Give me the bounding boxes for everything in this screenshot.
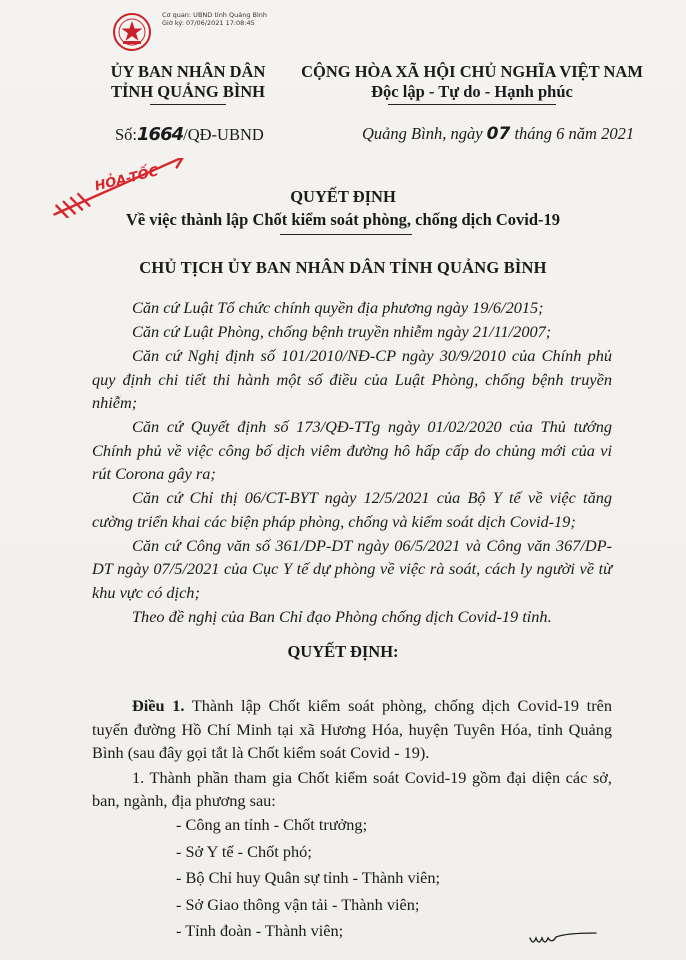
basis-item: Căn cứ Nghị định số 101/2010/NĐ-CP ngày 30/9/2010 của Chính phủ quy định chi tiết thi hành một số điều của Luật Phòng, chống bệnh truyền nhiễm; <box>92 346 612 412</box>
member-item: - Bộ Chỉ huy Quân sự tỉnh - Thành viên; <box>176 868 441 887</box>
basis-item: Căn cứ Chỉ thị 06/CT-BYT ngày 12/5/2021 của Bộ Y tế về việc tăng cường triển khai các biện pháp phòng, chống và kiểm soát dịch Covid-19; <box>92 488 612 531</box>
urgent-stamp-text: HỎA-TỐC <box>93 164 160 195</box>
handwritten-initial <box>528 930 598 950</box>
place-date <box>362 124 634 144</box>
signature-time: Giờ ký: 07/06/2021 17:08:45 <box>162 19 255 27</box>
place-date-prefix: Quảng Bình, ngày <box>362 124 487 143</box>
signature-agency: Cơ quan: UBND tỉnh Quảng Bình <box>162 11 268 19</box>
basis-item: Theo đề nghị của Ban Chỉ đạo Phòng chống dịch Covid-19 tỉnh. <box>132 606 552 626</box>
motto-underline <box>388 104 556 105</box>
doc-number-suffix: /QĐ-UBND <box>183 125 264 144</box>
authority-heading: CHỦ TỊCH ỦY BAN NHÂN DÂN TỈNH QUẢNG BÌNH <box>139 258 547 277</box>
legal-basis <box>92 296 612 629</box>
signature-meta <box>162 11 267 27</box>
basis-item: Căn cứ Quyết định số 173/QĐ-TTg ngày 01/02/2020 của Thủ tướng Chính phủ về việc công bố dịch viêm đường hô hấp cấp do chủng mới của vi rút Corona gây ra; <box>92 417 612 483</box>
decision-subtitle: Về việc thành lập Chốt kiểm soát phòng, chống dịch Covid-19 <box>125 210 561 229</box>
article-1-item-1: 1. Thành phần tham gia Chốt kiểm soát Covid-19 gồm đại diện các sở, ban, ngành, địa phương sau: <box>92 767 612 810</box>
member-list <box>176 812 596 945</box>
signature-seal-icon <box>112 12 152 52</box>
issuer-line-2: TỈNH QUẢNG BÌNH <box>110 82 266 101</box>
article-1-label: Điều 1. <box>132 696 185 715</box>
issuer-header <box>88 62 288 102</box>
national-title: CỘNG HÒA XÃ HỘI CHỦ NGHĨA VIỆT NAM <box>301 62 643 81</box>
document-number <box>115 124 264 145</box>
article-1-paragraph <box>92 694 612 765</box>
issuer-underline <box>150 104 226 105</box>
place-date-suffix: tháng 6 năm 2021 <box>510 124 635 143</box>
national-header <box>292 62 652 102</box>
article-1 <box>92 694 612 814</box>
basis-item: Căn cứ Luật Tổ chức chính quyền địa phương ngày 19/6/2015; <box>132 298 544 317</box>
doc-number-handwritten: 1664 <box>137 124 184 145</box>
member-item: - Sở Y tế - Chốt phó; <box>176 841 312 861</box>
member-item: - Công an tỉnh - Chốt trưởng; <box>176 815 368 834</box>
member-item: - Sở Giao thông vận tải - Thành viên; <box>176 894 420 914</box>
issuer-line-1: ỦY BAN NHÂN DÂN <box>110 62 266 81</box>
basis-item: Căn cứ Công văn số 361/DP-DT ngày 06/5/2021 và Công văn 367/DP-DT ngày 07/5/2021 của Cục Y tế dự phòng về việc rà soát, cách ly người về từ khu vực có dịch; <box>92 535 612 602</box>
decision-title: QUYẾT ĐỊNH <box>290 187 396 206</box>
article-1-text: Thành lập Chốt kiểm soát phòng, chống dịch Covid-19 trên tuyến đường Hồ Chí Minh tại xã Hương Hóa, huyện Tuyên Hóa, tỉnh Quảng Bình (sau đây gọi tắt là Chốt kiểm soát Covid - 19). <box>92 696 612 762</box>
doc-number-prefix: Số: <box>115 125 138 144</box>
date-day-handwritten: 07 <box>486 124 511 144</box>
subtitle-underline <box>280 234 412 235</box>
member-item: - Tỉnh đoàn - Thành viên; <box>176 921 344 940</box>
decision-heading: QUYẾT ĐỊNH: <box>287 642 399 661</box>
national-motto: Độc lập - Tự do - Hạnh phúc <box>371 82 573 101</box>
basis-item: Căn cứ Luật Phòng, chống bệnh truyền nhiễm ngày 21/11/2007; <box>132 322 552 341</box>
